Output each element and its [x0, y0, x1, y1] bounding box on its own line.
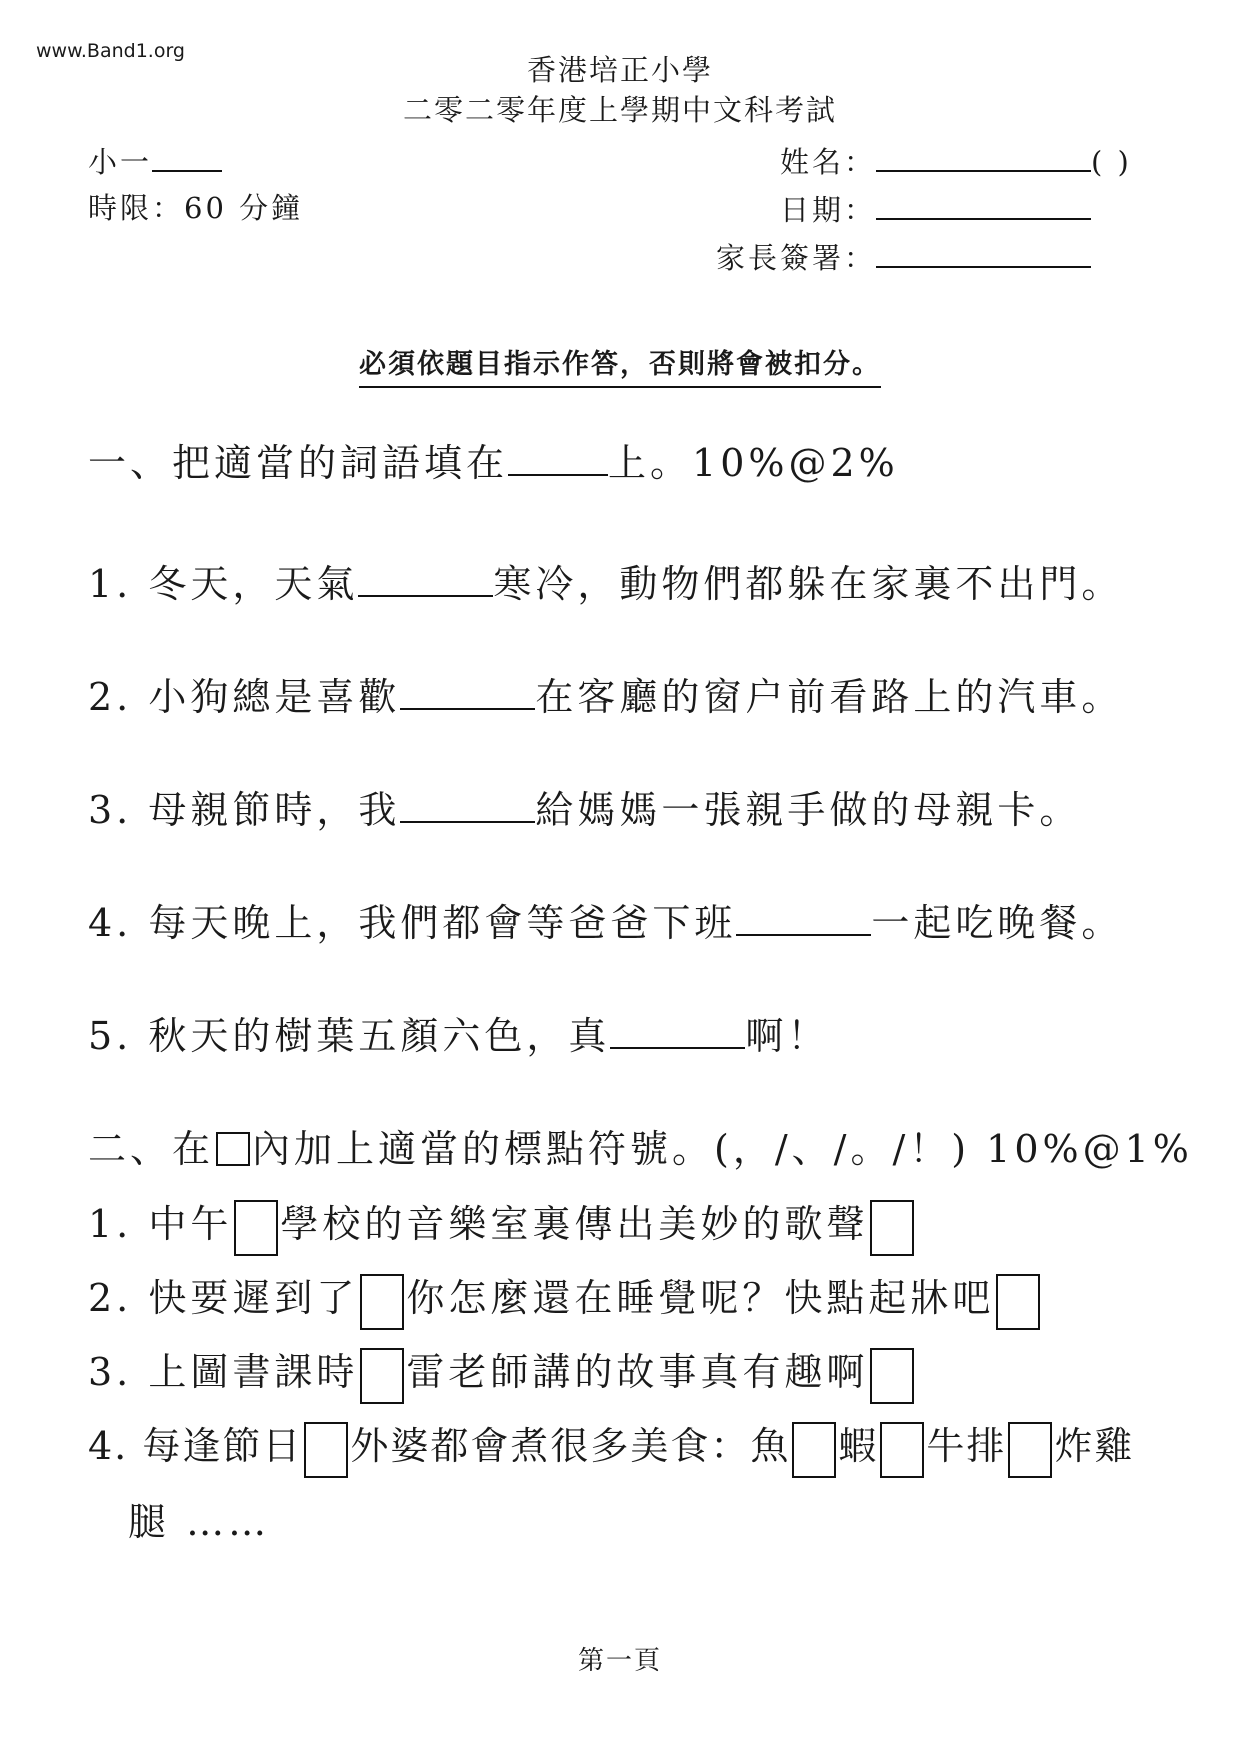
class-label: 小一	[88, 145, 153, 179]
question-2-4: 4. 每逢節日 外婆都會煮很多美食：魚 蝦 牛排 炸雞	[88, 1418, 1134, 1478]
question-1-3: 3. 母親節時，我 給媽媽一張親手做的母親卡。	[88, 788, 1082, 832]
exam-title: 二零二零年度上學期中文科考試	[402, 93, 837, 127]
punct-box-4c[interactable]	[880, 1422, 924, 1478]
page-number: 第一頁	[577, 1646, 662, 1676]
punct-box-4a[interactable]	[304, 1422, 348, 1478]
question-2-4-continued: 腿 ……	[128, 1500, 271, 1544]
question-2-2: 2. 快要遲到了 你怎麼還在睡覺呢？快點起牀吧	[88, 1270, 1042, 1330]
name-label: 姓名：	[780, 145, 877, 179]
punct-box-4d[interactable]	[1008, 1422, 1052, 1478]
answer-blank-3[interactable]	[400, 791, 535, 823]
date-label: 日期：	[780, 193, 877, 227]
class-blank[interactable]	[152, 170, 222, 172]
punct-box-2b[interactable]	[996, 1274, 1040, 1330]
date-field	[780, 188, 1091, 229]
question-1-2: 2. 小狗總是喜歡 在客廳的窗户前看路上的汽車。	[88, 675, 1124, 719]
answer-blank-5[interactable]	[610, 1017, 745, 1049]
section1-title: 一、把適當的詞語填在 上。10%@2%	[88, 441, 899, 485]
answer-blank-1[interactable]	[358, 565, 493, 597]
punct-box-3a[interactable]	[360, 1348, 404, 1404]
name-field	[780, 140, 1132, 181]
question-1-4: 4. 每天晚上，我們都會等爸爸下班 一起吃晚餐。	[88, 901, 1124, 945]
punct-box-1a[interactable]	[234, 1200, 278, 1256]
name-blank[interactable]	[876, 170, 1091, 172]
sample-box	[216, 1132, 250, 1166]
signature-label: 家長簽署：	[716, 241, 877, 275]
punct-box-3b[interactable]	[870, 1348, 914, 1404]
instruction-notice: 必須依題目指示作答，否則將會被扣分。	[0, 342, 1240, 381]
class-number-paren[interactable]: ( )	[1091, 145, 1132, 179]
signature-blank[interactable]	[876, 266, 1091, 268]
watermark: www.Band1.org	[36, 40, 185, 62]
question-1-1: 1. 冬天，天氣 寒冷，動物們都躲在家裏不出門。	[88, 562, 1124, 606]
date-blank[interactable]	[876, 218, 1091, 220]
question-1-5: 5. 秋天的樹葉五顏六色，真 啊！	[88, 1014, 830, 1058]
punct-box-2a[interactable]	[360, 1274, 404, 1330]
punct-box-1b[interactable]	[870, 1200, 914, 1256]
school-name: 香港培正小學	[526, 53, 713, 87]
answer-blank-2[interactable]	[400, 678, 535, 710]
sample-blank	[508, 444, 608, 476]
signature-field	[716, 236, 1091, 277]
class-field	[88, 140, 222, 181]
answer-blank-4[interactable]	[736, 904, 871, 936]
punct-box-4b[interactable]	[792, 1422, 836, 1478]
question-2-3: 3. 上圖書課時 雷老師講的故事真有趣啊	[88, 1344, 916, 1404]
section2-title: 二、在 內加上適當的標點符號。(，/、/。/！) 10%@1%	[88, 1127, 1193, 1171]
time-limit: 時限：60 分鐘	[88, 191, 304, 225]
question-2-1: 1. 中午 學校的音樂室裏傳出美妙的歌聲	[88, 1196, 916, 1256]
